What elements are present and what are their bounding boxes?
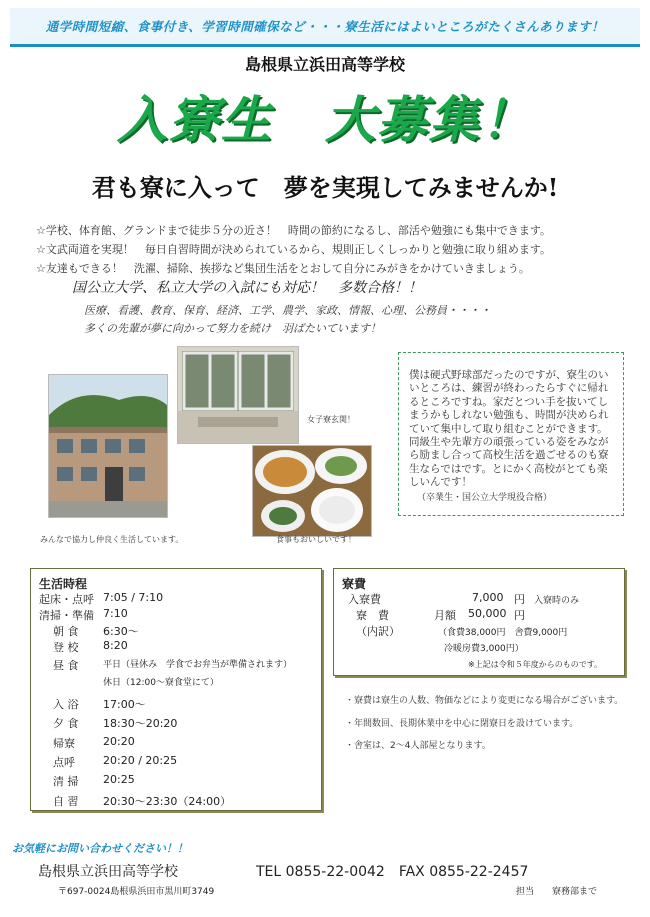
schedule-label: 登 校: [53, 641, 79, 654]
top-banner: [10, 8, 640, 47]
schedule-time: 18:30～20:20: [103, 717, 178, 730]
fields-list: 医療、看護、教育、保育、経済、工学、農学、家政、情報、心理、公務員・・・・: [84, 304, 491, 317]
schedule-label: 自 習: [53, 795, 79, 808]
schedule-label: 清掃・準備: [39, 609, 94, 622]
school-title: 島根県立浜田高等学校: [244, 55, 405, 74]
contact-phone-fax: TEL 0855-22-0042 FAX 0855-22-2457: [256, 864, 529, 880]
breakdown-line-2: 冷暖房費3,000円）: [444, 644, 524, 654]
schedule-label: 清 掃: [53, 775, 79, 788]
entrance-caption: 女子寮玄関！: [307, 415, 355, 424]
schedule-time: 8:20: [103, 639, 128, 652]
entry-fee-label: 入寮費: [348, 593, 381, 606]
schedule-label: 昼 食: [53, 659, 79, 672]
testimonial-text: 僕は硬式野球部だったのですが、寮生のいいところは、練習が終わったらすぐに帰れるところですね。家だとつい手を抜いてしまうかもしれない勉強も、時間が決められていて集中して取り組むことができます。同級生や先輩方の頑張っている姿をみながら励まし合って高校生活を過ごせるのも寮生ならではです。とにかく高校がとても楽しいんです！: [409, 369, 609, 489]
note-2: ・年間数回、長期休業中を中心に閉寮日を設けています。: [345, 719, 579, 729]
schedule-time: 7:05 / 7:10: [103, 591, 164, 604]
fees-footnote: ※上記は令和５年度からのものです。: [468, 660, 603, 669]
contact-lead: お気軽にお問い合わせください！！: [12, 842, 188, 855]
schedule-time: 20:20 / 20:25: [103, 754, 178, 767]
entry-fee-yen: 円: [514, 593, 525, 606]
meal-caption: 食事もおいしいです！: [276, 535, 356, 544]
contact-address: 〒697-0024島根県浜田市黒川町3749: [58, 887, 215, 897]
schedule-time: 7:10: [103, 607, 128, 620]
schedule-time: 20:20: [103, 735, 135, 748]
schedule-label: 起床・点呼: [39, 593, 94, 606]
feature-1: ☆学校、体育館、グランドまで徒歩５分の近さ！ 時間の節約になるし、部活や勉強にも集中できます。: [36, 224, 551, 237]
feature-3: ☆友達もできる！ 洗濯、掃除、挨拶など集団生活をとおして自分にみがきをかけていきましょう。: [36, 262, 530, 275]
schedule-label: 夕 食: [53, 717, 79, 730]
banner-text: 通学時間短縮、食事付き、学習時間確保など・・・寮生活にはよいところがたくさんあります！: [45, 19, 605, 34]
tagline: 君も寮に入って 夢を実現してみませんか!: [91, 173, 559, 202]
schedule-label: 帰寮: [53, 737, 75, 750]
dorm-fee-yen: 円: [514, 609, 525, 622]
dorm-fee-label: 寮 費: [356, 609, 389, 622]
schedule-time: 20:25: [103, 773, 135, 786]
entry-fee-amount: 7,000: [472, 591, 504, 604]
contact-responsible: 担当 寮務部まで: [516, 887, 598, 897]
fees-title: 寮費: [342, 577, 367, 591]
dorm-fee-monthly: 月額: [434, 609, 456, 622]
feature-2: ☆文武両道を実現！ 毎日自習時間が決められているから、規則正しくしっかりと勉強に取り組めます。: [36, 243, 551, 256]
schedule-time: 17:00～: [103, 698, 146, 711]
testimonial-author: （卒業生・国公立大学現役合格）: [417, 492, 553, 503]
entrance-photo: [177, 346, 299, 444]
note-1: ・寮費は寮生の人数、物価などにより変更になる場合がございます。: [345, 696, 624, 706]
breakdown-label: （内訳）: [356, 625, 400, 638]
schedule-time: 20:30～23:30（24:00）: [103, 795, 232, 808]
contact-school: 島根県立浜田高等学校: [38, 864, 178, 880]
breakdown-line-1: （食費38,000円 舎費9,000円: [438, 628, 568, 638]
meal-photo: [252, 445, 372, 537]
senpai-message: 多くの先輩が夢に向かって努力を続け 羽ばたいています！: [84, 322, 381, 335]
headline: 入寮生 大募集！: [117, 90, 533, 149]
schedule-time: 休日（12:00～寮食堂にて）: [103, 678, 219, 688]
academic-claim: 国公立大学、私立大学の入試にも対応！ 多数合格！！: [72, 280, 422, 296]
schedule-time: 6:30～: [103, 625, 139, 638]
dorm-caption: みんなで協力し仲良く生活しています。: [40, 535, 184, 544]
testimonial-box: [398, 352, 624, 516]
schedule-time: 平日（昼休み 学食でお弁当が準備されます）: [103, 660, 293, 670]
schedule-label: 入 浴: [53, 698, 79, 711]
schedule-box: [30, 568, 322, 811]
entry-fee-note: 入寮時のみ: [534, 596, 580, 606]
schedule-title: 生活時程: [39, 577, 88, 591]
note-3: ・舎室は、2～4人部屋となります。: [345, 741, 491, 751]
schedule-label: 朝 食: [53, 625, 79, 638]
schedule-label: 点呼: [53, 756, 75, 769]
fees-box: [333, 568, 625, 676]
dorm-photo: [48, 374, 168, 518]
dorm-fee-amount: 50,000: [468, 607, 507, 620]
